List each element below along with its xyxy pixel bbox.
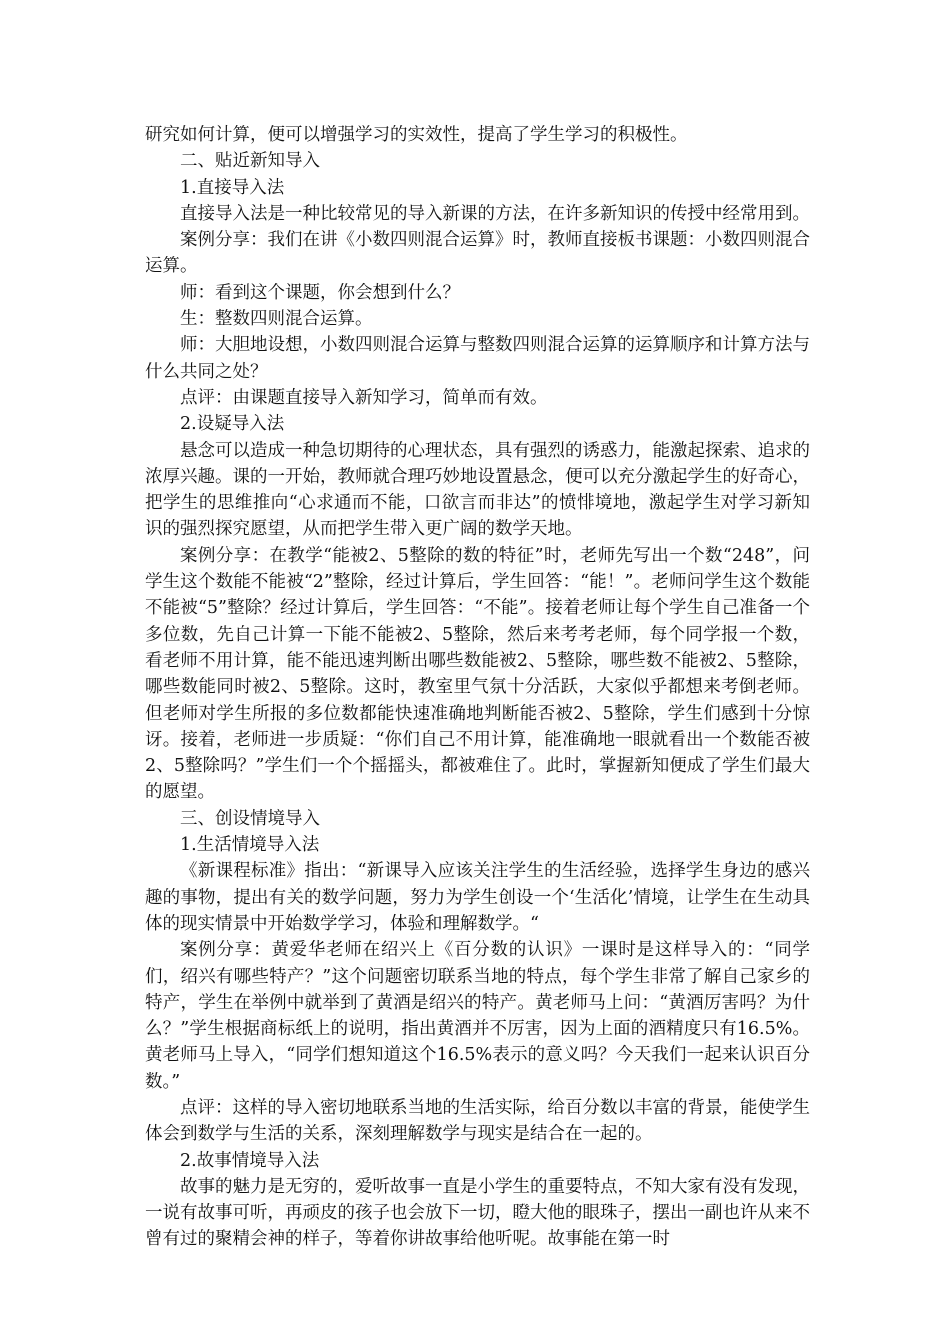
comment-paragraph: 点评：这样的导入密切地联系当地的生活实际，给百分数以丰富的背景，能使学生体会到数学与生活的关系，深刻理解数学与现实是结合在一起的。 xyxy=(145,1097,810,1145)
section-heading: 二、贴近新知导入 xyxy=(180,151,320,172)
paragraph: 故事的魅力是无穷的，爱听故事一直是小学生的重要特点，不知大家有没有发现，一说有故事可听，再顽皮的孩子也会放下一切，瞪大他的眼珠子，摆出一副也许从来不曾有过的聚精会神的样子，等着你讲故事给他听呢。故事能在第一时 xyxy=(145,1176,810,1250)
subsection-heading: 1.生活情境导入法 xyxy=(180,835,320,856)
paragraph: 研究如何计算，便可以增强学习的实效性，提高了学生学习的积极性。 xyxy=(145,125,688,145)
paragraph: 悬念可以造成一种急切期待的心理状态，具有强烈的诱惑力，能激起探索、追求的浓厚兴趣。课的一开始，教师就合理巧妙地设置悬念，便可以充分激起学生的好奇心，把学生的思维推向“心求通而不能，口欲言而非达”的愤悱境地，激起学生对学习新知识的强烈探究愿望，从而把学生带入更广阔的数学天地。 xyxy=(145,440,810,540)
subsection-heading: 2.设疑导入法 xyxy=(180,414,285,435)
paragraph: 案例分享：黄爱华老师在绍兴上《百分数的认识》一课时是这样导入的：“同学们，绍兴有哪些特产？”这个问题密切联系当地的特点，每个学生非常了解自己家乡的特产，学生在举例中就举到了黄酒是绍兴的特产。黄老师马上问：“黄酒厉害吗？为什么？”学生根据商标纸上的说明，指出黄酒并不厉害，因为上面的酒精度只有16.5%。黄老师马上导入，“同学们想知道这个16.5%表示的意义吗？今天我们一起来认识百分数。” xyxy=(145,940,810,1092)
paragraph: 案例分享：我们在讲《小数四则混合运算》时，教师直接板书课题：小数四则混合运算。 xyxy=(145,230,810,277)
paragraph: 《新课程标准》指出：“新课导入应该关注学生的生活经验，选择学生身边的感兴趣的事物，提出有关的数学问题，努力为学生创设一个‘生活化’情境，让学生在生动具体的现实情景中开始数学学习，体验和理解数学。“ xyxy=(145,861,810,934)
subsection-heading: 2.故事情境导入法 xyxy=(180,1150,320,1171)
dialogue-line: 生：整数四则混合运算。 xyxy=(180,309,373,330)
dialogue-line: 师：看到这个课题，你会想到什么？ xyxy=(180,282,460,303)
paragraph: 案例分享：在教学“能被2、5整除的数的特征”时，老师先写出一个数“248”，问学生这个数能不能被“2”整除，经过计算后，学生回答：“能！”。老师问学生这个数能不能被“5”整除？经过计算后，学生回答：“不能”。接着老师让每个学生自己准备一个多位数，先自己计算一下能不能被2、5整除，然后来考考老师，每个同学报一个数，看老师不用计算，能不能迅速判断出哪些数能被2、5整除，哪些数不能被2、5整除，哪些数能同时被2、5整除。这时，教室里气氛十分活跃，大家似乎都想来考倒老师。但老师对学生所报的多位数都能快速准确地判断能否被2、5整除，学生们感到十分惊讶。接着，老师进一步质疑：“你们自己不用计算，能准确地一眼就看出一个数能否被2、5整除吗？”学生们一个个摇摇头，都被难住了。此时，掌握新知便成了学生们最大的愿望。 xyxy=(145,545,810,803)
paragraph: 直接导入法是一种比较常见的导入新课的方法，在许多新知识的传授中经常用到。 xyxy=(180,203,810,224)
subsection-heading: 1.直接导入法 xyxy=(180,177,285,198)
comment-paragraph: 点评：由课题直接导入新知学习，简单而有效。 xyxy=(180,387,548,408)
document-body xyxy=(145,122,810,1253)
section-heading: 三、创设情境导入 xyxy=(180,808,320,829)
dialogue-line: 师：大胆地设想，小数四则混合运算与整数四则混合运算的运算顺序和计算方法与什么共同之处？ xyxy=(145,335,810,382)
